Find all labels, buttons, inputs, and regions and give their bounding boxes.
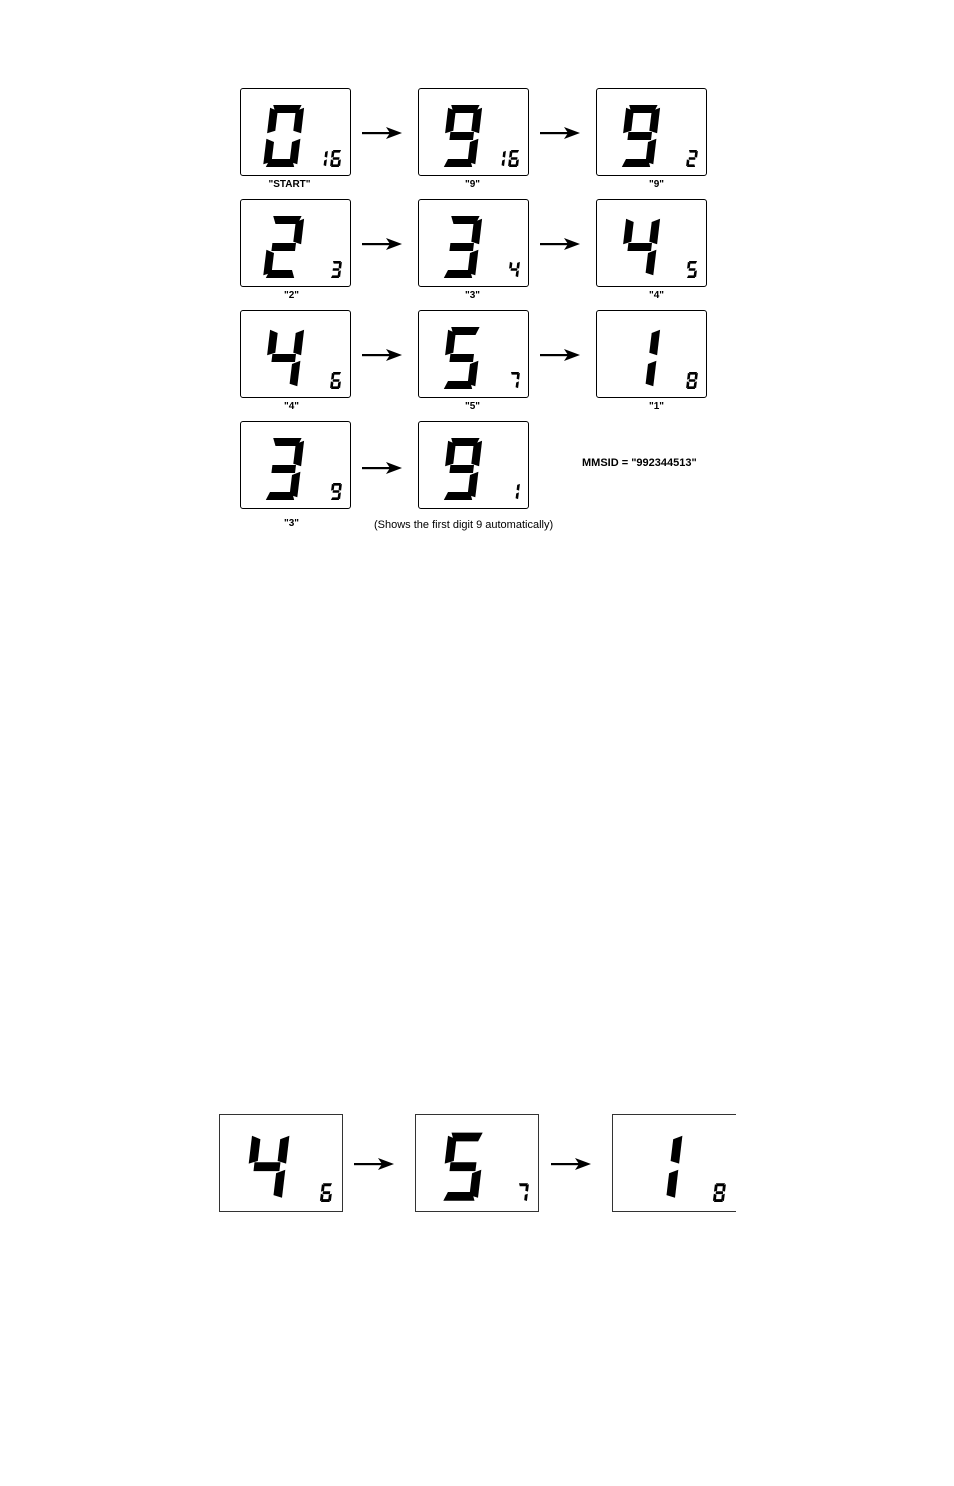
lcd-segment bbox=[338, 492, 341, 499]
lcd-segment bbox=[667, 1170, 679, 1198]
lcd-segment bbox=[323, 1191, 331, 1194]
lcd-display bbox=[240, 88, 351, 176]
arrow-right-icon bbox=[540, 237, 580, 251]
arrow-right-icon bbox=[362, 237, 402, 251]
lcd-segment bbox=[338, 381, 341, 388]
step-caption: "2" bbox=[283, 290, 300, 301]
lcd-display bbox=[596, 88, 707, 176]
lcd-digits bbox=[597, 200, 708, 288]
lcd-segment bbox=[511, 157, 518, 160]
lcd-display-detail bbox=[415, 1114, 539, 1212]
lcd-segment bbox=[338, 159, 341, 166]
lcd-segment bbox=[509, 262, 512, 269]
lcd-segment bbox=[468, 361, 479, 386]
lcd-segment bbox=[517, 262, 520, 269]
arrow-right-icon bbox=[362, 348, 402, 362]
lcd-display bbox=[418, 421, 529, 509]
step-caption: "3" bbox=[464, 290, 481, 301]
mmsid-result: MMSID = "992344513" bbox=[582, 457, 697, 469]
auto-digit-note: (Shows the first digit 9 automatically) bbox=[374, 519, 554, 531]
arrow-right-icon bbox=[540, 126, 580, 140]
lcd-segment bbox=[445, 108, 456, 133]
lcd-digits bbox=[597, 311, 708, 399]
lcd-display bbox=[596, 310, 707, 398]
lcd-segment bbox=[516, 381, 519, 388]
lcd-segment bbox=[649, 219, 660, 244]
lcd-segment bbox=[278, 1136, 290, 1164]
lcd-segment bbox=[623, 219, 634, 244]
lcd-segment bbox=[516, 492, 519, 499]
lcd-digits bbox=[419, 200, 530, 288]
lcd-display-detail bbox=[612, 1114, 736, 1212]
lcd-segment bbox=[325, 151, 328, 158]
lcd-segment bbox=[623, 108, 634, 133]
lcd-digits bbox=[241, 200, 352, 288]
lcd-segment bbox=[468, 472, 479, 497]
lcd-display bbox=[240, 199, 351, 287]
step-caption: "9" bbox=[648, 179, 665, 190]
lcd-segment bbox=[627, 243, 652, 251]
lcd-segment bbox=[333, 490, 340, 493]
lcd-digits bbox=[597, 89, 708, 177]
step-caption: "4" bbox=[648, 290, 665, 301]
lcd-segment bbox=[290, 361, 301, 386]
lcd-segment bbox=[627, 132, 652, 140]
lcd-display bbox=[418, 310, 529, 398]
lcd-display bbox=[596, 199, 707, 287]
lcd-segment bbox=[274, 1170, 286, 1198]
lcd-segment bbox=[267, 330, 278, 355]
lcd-segment bbox=[468, 250, 479, 275]
lcd-digits bbox=[241, 311, 352, 399]
lcd-segment bbox=[470, 1170, 482, 1198]
lcd-segment bbox=[524, 1194, 528, 1201]
lcd-segment bbox=[271, 243, 296, 251]
lcd-segment bbox=[331, 373, 334, 380]
lcd-segment bbox=[449, 465, 474, 473]
arrow-right-icon bbox=[362, 461, 402, 475]
step-caption: "9" bbox=[464, 179, 481, 190]
lcd-segment bbox=[516, 159, 519, 166]
lcd-segment bbox=[694, 381, 697, 388]
lcd-segment bbox=[671, 1136, 683, 1164]
lcd-digits bbox=[419, 311, 530, 399]
lcd-display bbox=[240, 421, 351, 509]
lcd-display bbox=[418, 199, 529, 287]
lcd-digits bbox=[613, 1115, 737, 1213]
lcd-segment bbox=[468, 139, 479, 164]
lcd-segment bbox=[254, 1162, 281, 1171]
lcd-segment bbox=[721, 1194, 725, 1201]
lcd-segment bbox=[689, 379, 696, 382]
lcd-segment bbox=[511, 268, 518, 271]
lcd-segment bbox=[328, 1194, 332, 1201]
lcd-segment bbox=[449, 243, 474, 251]
step-caption: "4" bbox=[283, 401, 300, 412]
lcd-digits bbox=[241, 422, 352, 510]
arrow-right-icon bbox=[551, 1157, 591, 1171]
arrow-right-icon bbox=[540, 348, 580, 362]
lcd-segment bbox=[689, 157, 696, 160]
lcd-digits bbox=[419, 422, 530, 510]
lcd-segment bbox=[293, 330, 304, 355]
lcd-display-detail bbox=[219, 1114, 343, 1212]
lcd-display bbox=[240, 310, 351, 398]
step-caption: "3" bbox=[283, 518, 300, 529]
lcd-segment bbox=[509, 151, 512, 158]
lcd-digits bbox=[241, 89, 352, 177]
lcd-segment bbox=[271, 354, 296, 362]
lcd-segment bbox=[687, 262, 690, 269]
lcd-segment bbox=[331, 151, 334, 158]
lcd-segment bbox=[687, 373, 690, 380]
lcd-segment bbox=[502, 159, 505, 166]
lcd-segment bbox=[445, 441, 456, 466]
lcd-segment bbox=[450, 1162, 477, 1171]
lcd-segment bbox=[267, 108, 278, 133]
step-caption: "5" bbox=[464, 401, 481, 412]
lcd-segment bbox=[290, 472, 301, 497]
arrow-right-icon bbox=[354, 1157, 394, 1171]
lcd-segment bbox=[503, 151, 506, 158]
lcd-segment bbox=[716, 1191, 724, 1194]
lcd-segment bbox=[338, 270, 341, 277]
lcd-segment bbox=[517, 484, 520, 491]
lcd-segment bbox=[694, 270, 697, 277]
step-caption: "START" bbox=[268, 179, 311, 190]
lcd-display bbox=[418, 88, 529, 176]
lcd-segment bbox=[449, 132, 474, 140]
lcd-segment bbox=[449, 354, 474, 362]
lcd-segment bbox=[331, 484, 334, 491]
lcd-segment bbox=[333, 157, 340, 160]
lcd-segment bbox=[324, 159, 327, 166]
lcd-segment bbox=[321, 1184, 325, 1191]
lcd-segment bbox=[689, 268, 696, 271]
lcd-segment bbox=[646, 139, 657, 164]
lcd-segment bbox=[714, 1184, 718, 1191]
lcd-digits bbox=[220, 1115, 344, 1213]
lcd-segment bbox=[249, 1136, 261, 1164]
lcd-segment bbox=[271, 465, 296, 473]
lcd-segment bbox=[333, 379, 340, 382]
lcd-segment bbox=[290, 139, 301, 164]
lcd-segment bbox=[649, 330, 660, 355]
lcd-segment bbox=[646, 361, 657, 386]
lcd-segment bbox=[646, 250, 657, 275]
lcd-segment bbox=[445, 330, 456, 355]
lcd-segment bbox=[516, 270, 519, 277]
lcd-segment bbox=[445, 1136, 457, 1164]
lcd-digits bbox=[419, 89, 530, 177]
arrow-right-icon bbox=[362, 126, 402, 140]
step-caption: "1" bbox=[648, 401, 665, 412]
lcd-segment bbox=[333, 268, 340, 271]
lcd-digits bbox=[416, 1115, 540, 1213]
